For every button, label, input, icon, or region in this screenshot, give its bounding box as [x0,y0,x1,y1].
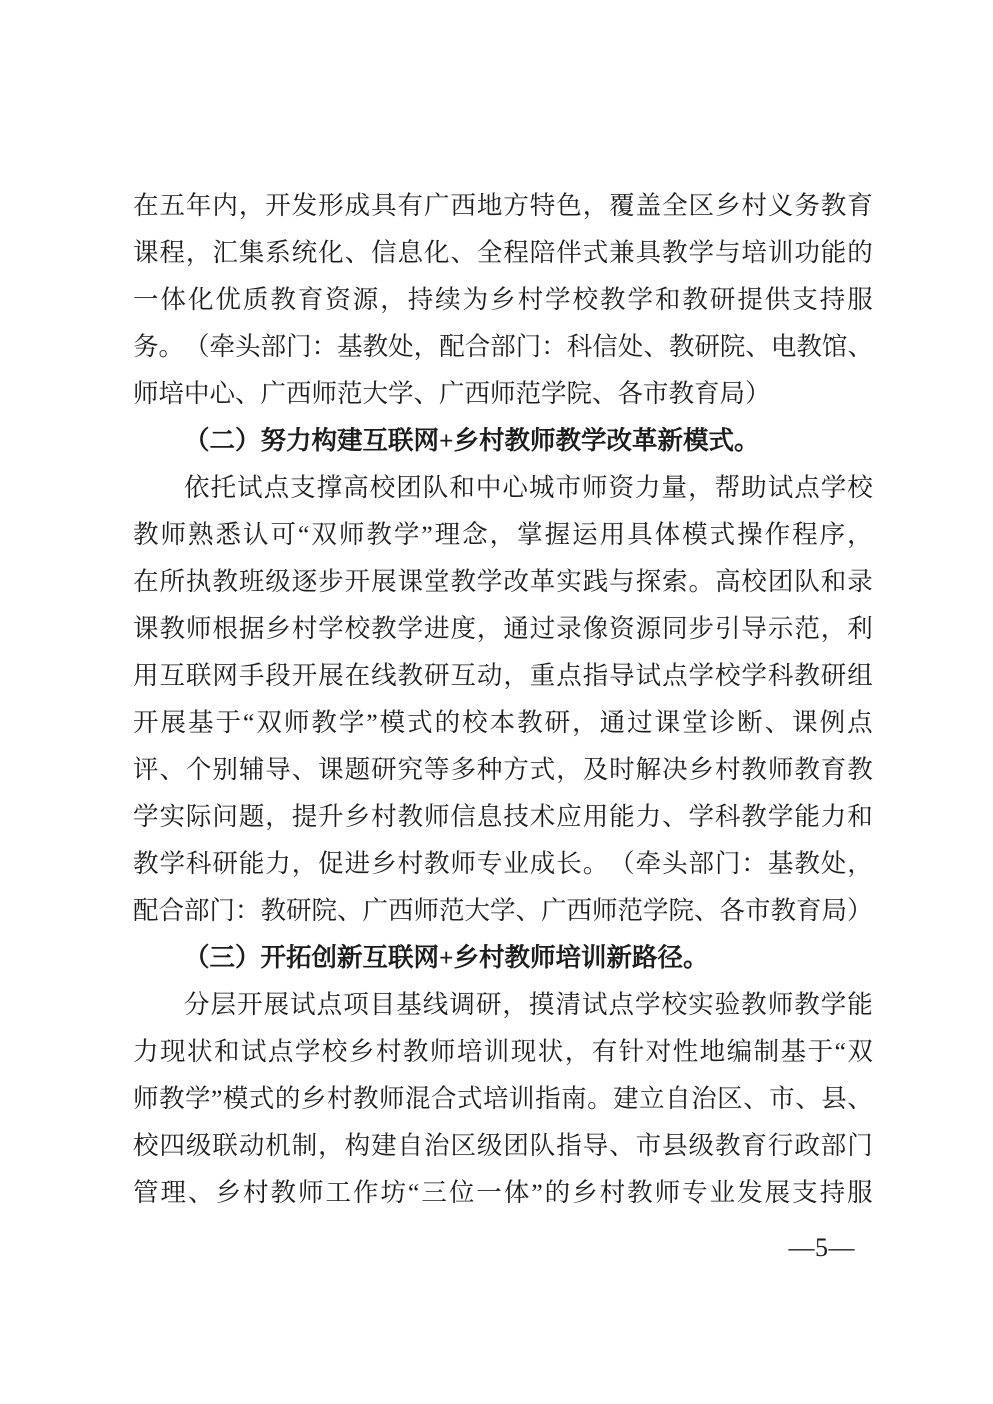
text-line: 管 理 、 乡 村 教 师 工 作 坊 “ 三 位 一 体 ” 的 乡 村 教 师 专 业 发 展 支 持 服 [133,1178,873,1207]
text-line: 评 、 个 别 辅 导 、 课 题 研 究 等 多 种 方 式 ， 及 时 解 决 乡 村 教 师 教 育 教 [133,755,873,784]
section-heading-line: （三）开拓创新互联网+乡村教师培训新路径。 [184,943,709,972]
text-line: 分 层 开 展 试 点 项 目 基 线 调 研 ， 摸 清 试 点 学 校 实 验 教 师 教 学 能 [184,990,873,1019]
text-line: 在 五 年 内 ， 开 发 形 成 具 有 广 西 地 方 特 色 ， 覆 盖 全 区 乡 村 义 务 教 育 [133,191,873,220]
text-line: 校 四 级 联 动 机 制 ， 构 建 自 治 区 级 团 队 指 导 、 市 县 级 教 育 行 政 部 门 [133,1131,873,1160]
text-line: 在 所 执 教 班 级 逐 步 开 展 课 堂 教 学 改 革 实 践 与 探 索 。 高 校 团 队 和 录 [133,567,873,596]
text-line: 务 。 （ 牵 头 部 门 ： 基 教 处 ， 配 合 部 门 ： 科 信 处 、 教 研 院 、 电 教 馆 、 [133,332,873,361]
text-line: 师培中心、广西师范大学、广西师范学院、各市教育局） [133,379,771,408]
document-lines [133,182,873,1216]
text-line: 教 学 科 研 能 力 ， 促 进 乡 村 教 师 专 业 成 长 。 （ 牵 头 部 门 ： 基 教 处 ， [133,849,873,878]
section-heading-line: （二）努力构建互联网+乡村教师教学改革新模式。 [184,426,760,455]
text-line: 一 体 化 优 质 教 育 资 源 ， 持 续 为 乡 村 学 校 教 学 和 教 研 提 供 支 持 服 [133,285,873,314]
page-number: —5— [788,1233,855,1262]
text-line: 用 互 联 网 手 段 开 展 在 线 教 研 互 动 ， 重 点 指 导 试 点 学 校 学 科 教 研 组 [133,661,873,690]
text-line: 学 实 际 问 题 ， 提 升 乡 村 教 师 信 息 技 术 应 用 能 力 、 学 科 教 学 能 力 和 [133,802,873,831]
text-line: 课 程 ， 汇 集 系 统 化 、 信 息 化 、 全 程 陪 伴 式 兼 具 教 学 与 培 训 功 能 的 [133,238,873,267]
text-line: 师 教 学 ” 模 式 的 乡 村 教 师 混 合 式 培 训 指 南 。 建 立 自 治 区 、 市 、 县 、 [133,1084,873,1113]
text-line: 依 托 试 点 支 撑 高 校 团 队 和 中 心 城 市 师 资 力 量 ， 帮 助 试 点 学 校 [184,473,873,502]
text-line: 开 展 基 于 “ 双 师 教 学 ” 模 式 的 校 本 教 研 ， 通 过 课 堂 诊 断 、 课 例 点 [133,708,873,737]
text-line: 教 师 熟 悉 认 可 “ 双 师 教 学 ” 理 念 ， 掌 握 运 用 具 体 模 式 操 作 程 序 ， [133,520,873,549]
text-line: 配合部门：教研院、广西师范大学、广西师范学院、各市教育局） [133,896,873,925]
text-line: 课 教 师 根 据 乡 村 学 校 教 学 进 度 ， 通 过 录 像 资 源 同 步 引 导 示 范 ， 利 [133,614,873,643]
text-line: 力 现 状 和 试 点 学 校 乡 村 教 师 培 训 现 状 ， 有 针 对 性 地 编 制 基 于 “ 双 [133,1037,873,1066]
